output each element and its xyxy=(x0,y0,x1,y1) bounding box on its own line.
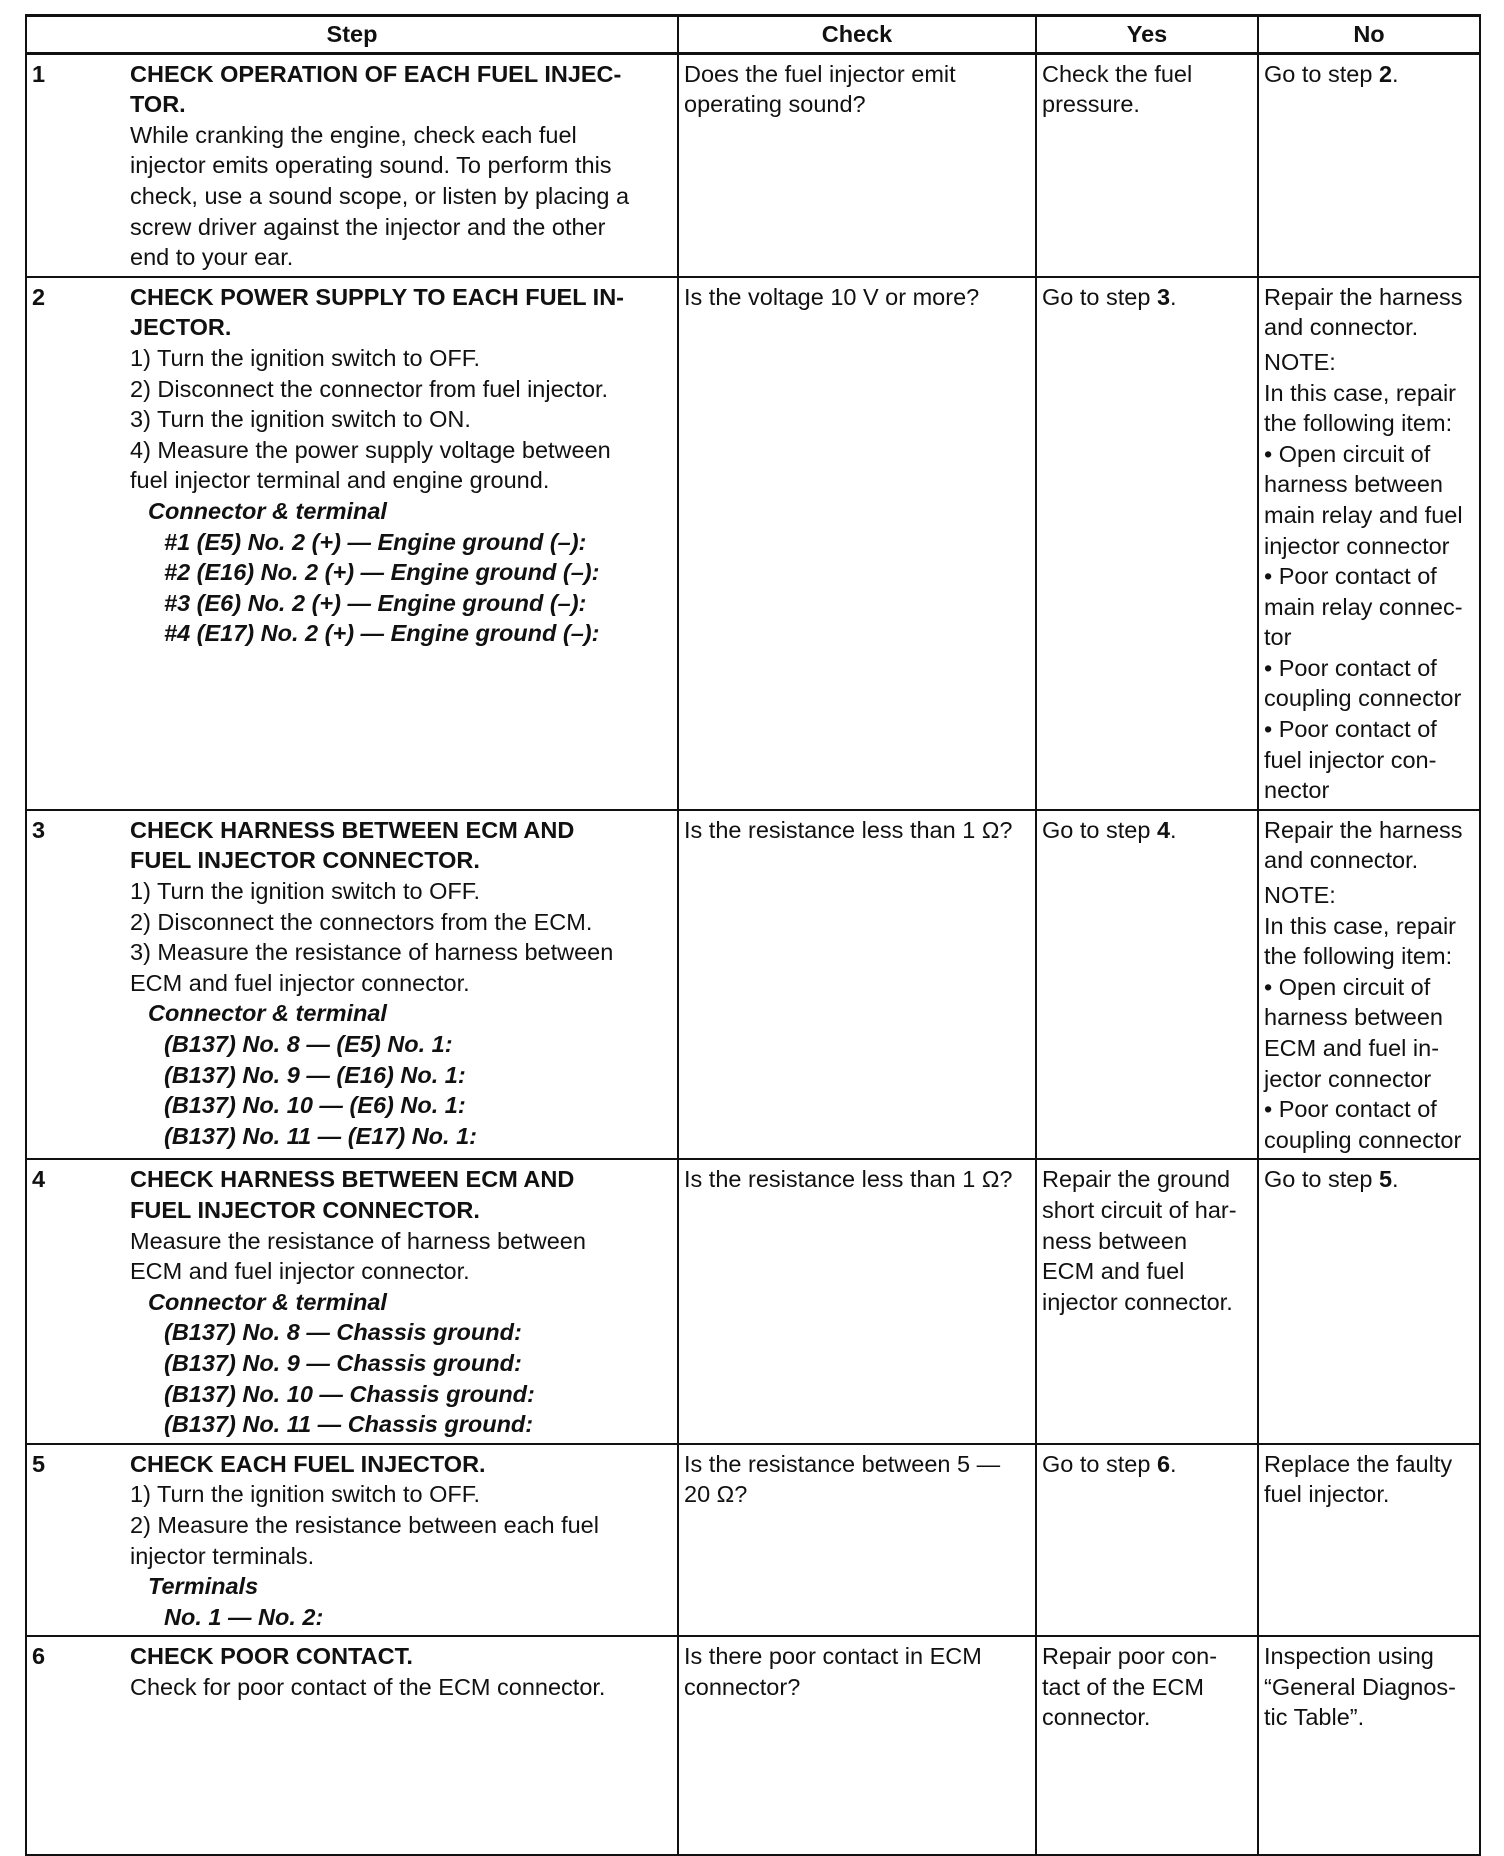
no-text: Go to step xyxy=(1264,60,1379,87)
substep: 2) Disconnect the connector from fuel injector. xyxy=(130,375,609,402)
substep: 2) Disconnect the connectors from the ECM. xyxy=(130,908,593,935)
no-cell xyxy=(1258,53,1480,277)
step-description: Measure the resistance of harness between ECM and fuel injector connector. xyxy=(130,1227,586,1285)
no-cell xyxy=(1258,277,1480,810)
no-text: Repair the harness and connector. xyxy=(1264,283,1463,341)
step-ref: 2 xyxy=(1378,60,1393,87)
step-number: 1 xyxy=(32,60,46,87)
no-cell: Replace the faulty fuel injector. xyxy=(1258,1444,1480,1637)
step-description: While cranking the engine, check each fuel injector emits operating sound. To perform this check, use a sound scope, or listen by placing a screw driver against the injector and the other end to your ear. xyxy=(130,121,630,271)
connector-terminal-label: Connector & terminal xyxy=(148,497,387,524)
table-row xyxy=(26,53,1480,277)
step-title: CHECK EACH FUEL INJECTOR. xyxy=(130,1450,486,1477)
check-cell: Is there poor contact in ECM connector? xyxy=(678,1636,1036,1855)
terminals-label: Terminals xyxy=(148,1573,259,1600)
step-cell xyxy=(26,1159,678,1443)
step-number: 6 xyxy=(32,1643,46,1670)
table-row xyxy=(26,1636,1480,1855)
substep: 4) Measure the power supply voltage between fuel injector terminal and engine ground. xyxy=(130,436,611,494)
no-text-end: . xyxy=(1392,60,1399,87)
note: NOTE: In this case, repair the following item: • Open circuit of harness between ECM and fuel in- jector connector • Poor contact of coupling connector xyxy=(1264,882,1462,1153)
connector-terminal-line: (B137) No. 8 — (E5) No. 1: xyxy=(164,1031,453,1057)
yes-cell xyxy=(1036,810,1258,1160)
table-row xyxy=(26,277,1480,810)
connector-terminal-line: (B137) No. 11 — (E17) No. 1: xyxy=(164,1122,477,1149)
step-description: Check for poor contact of the ECM connector. xyxy=(130,1673,606,1700)
step-title: CHECK HARNESS BETWEEN ECM AND FUEL INJECTOR CONNECTOR. xyxy=(130,816,575,874)
no-cell: Inspection using “General Diagnos- tic Table”. xyxy=(1258,1636,1480,1855)
yes-text: Go to step xyxy=(1042,1450,1157,1477)
check-cell: Is the resistance less than 1 Ω? xyxy=(678,1159,1036,1443)
step-cell xyxy=(26,1444,678,1637)
table-row xyxy=(26,1444,1480,1637)
connector-terminal-label: Connector & terminal xyxy=(148,1288,387,1315)
substep: 3) Turn the ignition switch to ON. xyxy=(130,406,471,433)
no-text: Go to step xyxy=(1264,1166,1379,1193)
step-number: 4 xyxy=(32,1166,46,1193)
yes-text-end: . xyxy=(1170,1450,1177,1477)
diagnostic-table xyxy=(25,14,1481,1856)
substep: 2) Measure the resistance between each fuel injector terminals. xyxy=(130,1511,599,1569)
substep: 1) Turn the ignition switch to OFF. xyxy=(130,878,481,905)
substep: 3) Measure the resistance of harness between ECM and fuel injector connector. xyxy=(130,939,614,996)
header-row xyxy=(26,16,1480,54)
connector-terminal-line: #2 (E16) No. 2 (+) — Engine ground (–): xyxy=(164,559,600,586)
terminals-line: No. 1 — No. 2: xyxy=(164,1603,324,1630)
connector-terminal-line: (B137) No. 9 — Chassis ground: xyxy=(164,1349,522,1376)
header-yes: Yes xyxy=(1036,16,1258,54)
yes-cell xyxy=(1036,277,1258,810)
connector-terminal-line: (B137) No. 8 — Chassis ground: xyxy=(164,1319,522,1346)
step-title: CHECK POWER SUPPLY TO EACH FUEL IN- JECTOR. xyxy=(130,283,625,341)
yes-text: Go to step xyxy=(1042,283,1157,310)
note: NOTE: In this case, repair the following item: • Open circuit of harness between main relay and fuel injector connector • Poor contact of main relay connec- tor • Poor contact of coupling connector • Poor contact of fuel injector con- nector xyxy=(1264,348,1463,804)
connector-terminal-line: (B137) No. 11 — Chassis ground: xyxy=(164,1411,534,1438)
step-number: 5 xyxy=(32,1450,46,1477)
yes-cell xyxy=(1036,1444,1258,1637)
yes-text-end: . xyxy=(1170,283,1177,310)
connector-terminal-line: #1 (E5) No. 2 (+) — Engine ground (–): xyxy=(164,528,587,555)
substep: 1) Turn the ignition switch to OFF. xyxy=(130,1481,481,1508)
step-cell xyxy=(26,277,678,810)
connector-terminal-line: #3 (E6) No. 2 (+) — Engine ground (–): xyxy=(164,589,587,616)
header-step: Step xyxy=(26,16,678,54)
step-cell xyxy=(26,1636,678,1855)
connector-terminal-line: (B137) No. 10 — Chassis ground: xyxy=(164,1380,535,1407)
check-cell: Is the resistance between 5 — 20 Ω? xyxy=(678,1444,1036,1637)
step-title: CHECK POOR CONTACT. xyxy=(130,1643,413,1670)
step-cell xyxy=(26,53,678,277)
table-row xyxy=(26,810,1480,1160)
yes-text-end: . xyxy=(1170,816,1177,843)
check-cell: Is the resistance less than 1 Ω? xyxy=(678,810,1036,1160)
step-ref: 4 xyxy=(1156,816,1171,843)
step-ref: 3 xyxy=(1156,283,1171,310)
step-title: CHECK OPERATION OF EACH FUEL INJEC- TOR. xyxy=(130,60,622,118)
table-row xyxy=(26,1159,1480,1443)
step-ref: 5 xyxy=(1378,1166,1393,1193)
no-text: Repair the harness and connector. xyxy=(1264,816,1463,874)
connector-terminal-line: (B137) No. 9 — (E16) No. 1: xyxy=(164,1061,466,1088)
step-number: 2 xyxy=(32,283,46,310)
connector-terminal-line: (B137) No. 10 — (E6) No. 1: xyxy=(164,1092,466,1119)
yes-cell: Repair the ground short circuit of har- ness between ECM and fuel injector connector. xyxy=(1036,1159,1258,1443)
yes-cell: Check the fuel pressure. xyxy=(1036,53,1258,277)
no-cell xyxy=(1258,1159,1480,1443)
step-cell xyxy=(26,810,678,1160)
header-check: Check xyxy=(678,16,1036,54)
step-title: CHECK HARNESS BETWEEN ECM AND FUEL INJECTOR CONNECTOR. xyxy=(130,1166,575,1223)
header-no: No xyxy=(1258,16,1480,54)
substep: 1) Turn the ignition switch to OFF. xyxy=(130,344,481,371)
check-cell: Does the fuel injector emit operating sound? xyxy=(678,53,1036,277)
yes-cell: Repair poor con- tact of the ECM connector. xyxy=(1036,1636,1258,1855)
connector-terminal-line: #4 (E17) No. 2 (+) — Engine ground (–): xyxy=(164,620,600,647)
no-cell xyxy=(1258,810,1480,1160)
yes-text: Go to step xyxy=(1042,816,1157,843)
no-text-end: . xyxy=(1392,1166,1399,1193)
step-ref: 6 xyxy=(1156,1450,1171,1477)
connector-terminal-label: Connector & terminal xyxy=(148,1000,387,1027)
step-number: 3 xyxy=(32,816,46,843)
check-cell: Is the voltage 10 V or more? xyxy=(678,277,1036,810)
